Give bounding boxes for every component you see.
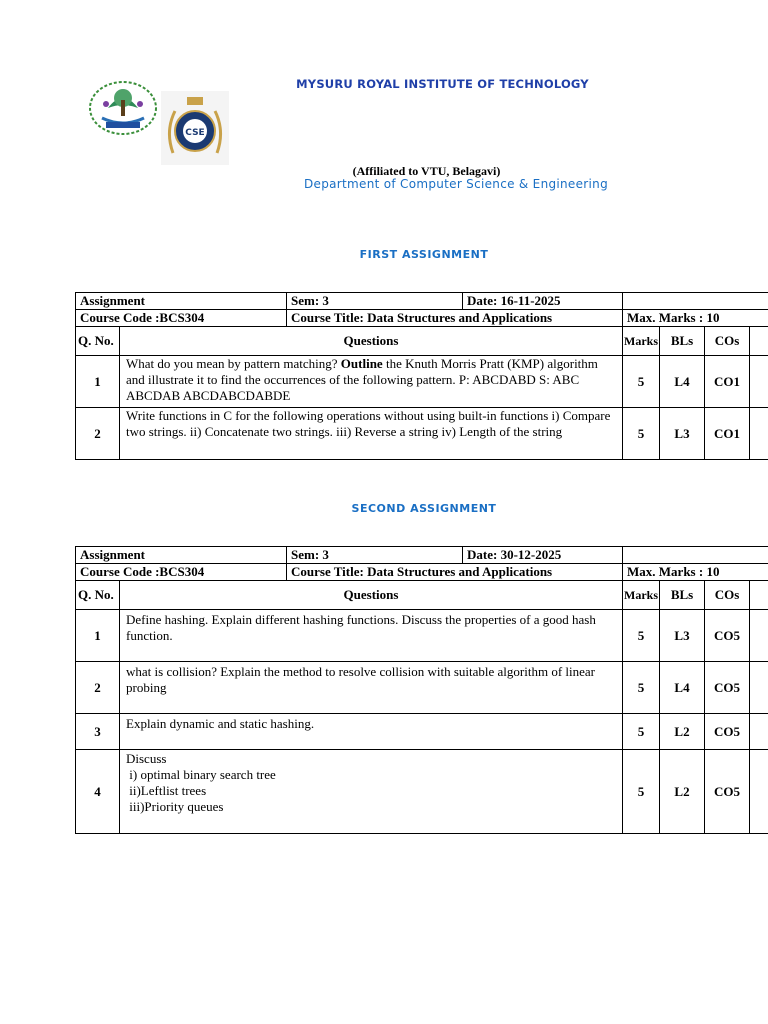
marks: 5 (623, 662, 660, 714)
column-header-row (76, 581, 768, 610)
department-name: Department of Computer Science & Engineering (304, 177, 608, 191)
assignment-label: Assignment (76, 293, 287, 310)
marks: 5 (623, 610, 660, 662)
table-row (76, 547, 768, 564)
bloom-level: L4 (660, 662, 705, 714)
bloom-level: L3 (660, 408, 705, 460)
bloom-level: L2 (660, 750, 705, 834)
course-code: Course Code :BCS304 (76, 310, 287, 327)
question-text: what is collision? Explain the method to resolve collision with suitable algorithm of linear probing (120, 662, 623, 714)
q-number: 2 (76, 408, 120, 460)
question-text: What do you mean by pattern matching? Outline the Knuth Morris Pratt (KMP) algorithm and illustrate it to find the occurrences of the following pattern. P: ABCDABD S: ABC ABCDAB ABCDABCDABDE (120, 356, 623, 408)
course-outcome: CO1 (705, 356, 750, 408)
marks: 5 (623, 356, 660, 408)
q-number: 1 (76, 610, 120, 662)
bloom-level: L2 (660, 714, 705, 750)
institute-name: MYSURU ROYAL INSTITUTE OF TECHNOLOGY (296, 77, 589, 91)
col-qno: Q. No. (76, 327, 120, 356)
table-row (76, 310, 768, 327)
course-outcome: CO5 (705, 714, 750, 750)
marks: 5 (623, 750, 660, 834)
col-cos: COs (705, 327, 750, 356)
first-assignment-title: FIRST ASSIGNMENT (359, 248, 489, 261)
table-row (76, 714, 768, 750)
table-row (76, 610, 768, 662)
col-marks: Marks (623, 327, 660, 356)
marks: 5 (623, 714, 660, 750)
q-number: 2 (76, 662, 120, 714)
logo-cse-text: CSE (185, 128, 205, 138)
col-marks: Marks (623, 581, 660, 610)
first-assignment-table (75, 292, 768, 460)
course-title: Course Title: Data Structures and Applications (287, 564, 623, 581)
table-row (76, 662, 768, 714)
course-title: Course Title: Data Structures and Applications (287, 310, 623, 327)
bloom-level: L4 (660, 356, 705, 408)
table-row (76, 750, 768, 834)
col-bls: BLs (660, 327, 705, 356)
marks: 5 (623, 408, 660, 460)
column-header-row (76, 327, 768, 356)
col-qno: Q. No. (76, 581, 120, 610)
course-outcome: CO1 (705, 408, 750, 460)
col-bls: BLs (660, 581, 705, 610)
question-text: Write functions in C for the following operations without using built-in functions i) Compare two strings. ii) Concatenate two strings. iii) Reverse a string iv) Length of the string (120, 408, 623, 460)
max-marks: Max. Marks : 10 (623, 564, 768, 581)
col-cos: COs (705, 581, 750, 610)
affiliation: (Affiliated to VTU, Belagavi) (352, 164, 501, 178)
date: Date: 30-12-2025 (463, 547, 623, 564)
course-outcome: CO5 (705, 662, 750, 714)
assignment-label: Assignment (76, 547, 287, 564)
question-text: Define hashing. Explain different hashing functions. Discuss the properties of a good hash function. (120, 610, 623, 662)
max-marks: Max. Marks : 10 (623, 310, 768, 327)
bloom-level: L3 (660, 610, 705, 662)
table-row (76, 293, 768, 310)
date: Date: 16-11-2025 (463, 293, 623, 310)
course-outcome: CO5 (705, 610, 750, 662)
table-row (76, 564, 768, 581)
semester: Sem: 3 (287, 293, 463, 310)
course-outcome: CO5 (705, 750, 750, 834)
question-text: Explain dynamic and static hashing. (120, 714, 623, 750)
q-number: 4 (76, 750, 120, 834)
q-number: 1 (76, 356, 120, 408)
col-questions: Questions (120, 327, 623, 356)
second-assignment-table (75, 546, 768, 834)
q-number: 3 (76, 714, 120, 750)
semester: Sem: 3 (287, 547, 463, 564)
second-assignment-title: SECOND ASSIGNMENT (351, 502, 497, 515)
question-text: Discuss i) optimal binary search tree ii)Leftlist trees iii)Priority queues (120, 750, 623, 834)
col-questions: Questions (120, 581, 623, 610)
table-row (76, 356, 768, 408)
cse-department-logo (161, 91, 229, 165)
table-row (76, 408, 768, 460)
course-code: Course Code :BCS304 (76, 564, 287, 581)
